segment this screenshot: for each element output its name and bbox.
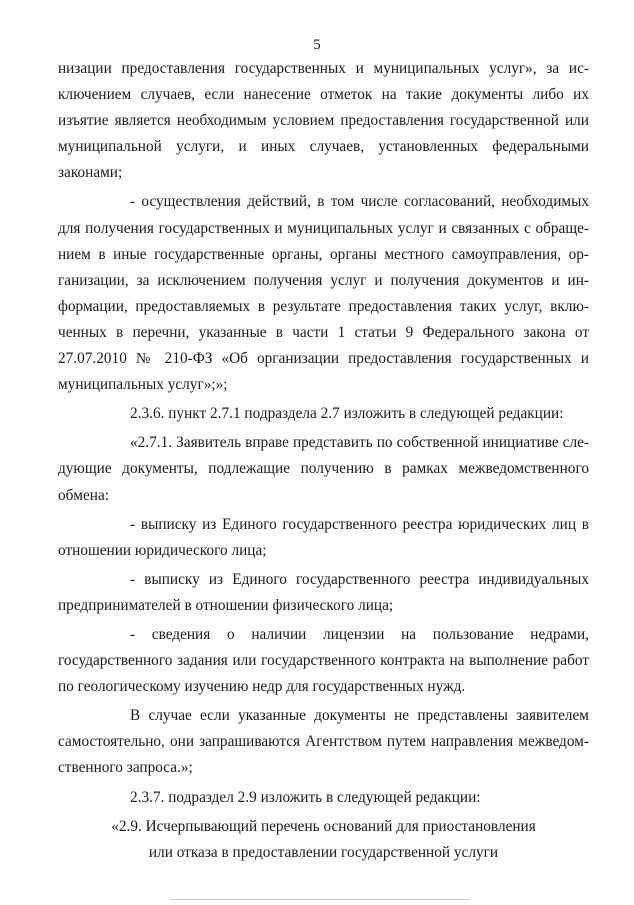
paragraph-amendment-2-3-6: 2.3.6. пункт 2.7.1 подраздела 2.7 изложить в следующей редакции: <box>130 405 564 423</box>
page-bottom-edge <box>170 899 470 900</box>
page-number: 5 <box>313 37 321 53</box>
document-body <box>58 56 589 866</box>
paragraph-clause-2-7-1: «2.7.1. Заявитель вправе представить по собственной инициативе следующие документы, подлежащие получению в рамках межведомственного обмена: <box>58 434 589 504</box>
paragraph-continuation: низации предоставления государственных и муниципальных услуг», за исключением случаев, если нанесение отметок на такие документы либо их изъятие является необходимым условием предоставления государственной или муниципальной услуги, и иных случаев, установленных федеральными законами; <box>58 60 589 182</box>
section-heading <box>58 814 589 866</box>
paragraph-conclusion: В случае если указанные документы не представлены заявителем самостоятельно, они запрашиваются Агентством путем направления межведомственного запроса.»; <box>58 707 589 777</box>
paragraph-amendment-2-3-7: 2.3.7. подраздел 2.9 изложить в следующей редакции: <box>130 788 481 806</box>
paragraph-list-item: - осуществления действий, в том числе согласований, необходимых для получения государственных и муниципальных услуг и связанных с обращением в иные государственные органы, органы местного самоуправления, организации, за исключением получения услуг и получения документов и информации, предоставляемых в результате предоставления таких услуг, включенных в перечни, указанные в части 1 статьи 9 Федерального закона от 27.07.2010 № 210-ФЗ «Об организации предоставления государственных и муниципальных услуг»;»; <box>58 193 589 394</box>
section-heading-line-1: «2.9. Исчерпывающий перечень оснований для приостановления <box>111 817 536 835</box>
paragraph-list-item: - выписку из Единого государственного реестра юридических лиц в отношении юридического лица; <box>58 515 589 559</box>
paragraph-list-item: - выписку из Единого государственного реестра индивидуальных предпринимателей в отношении физического лица; <box>58 570 589 614</box>
section-heading-line-2: или отказа в предоставлении государственной услуги <box>148 843 499 861</box>
paragraph-list-item: - сведения о наличии лицензии на пользование недрами, государственного задания или государственного контракта на выполнение работ по геологическому изучению недр для государственных нужд. <box>58 625 589 696</box>
